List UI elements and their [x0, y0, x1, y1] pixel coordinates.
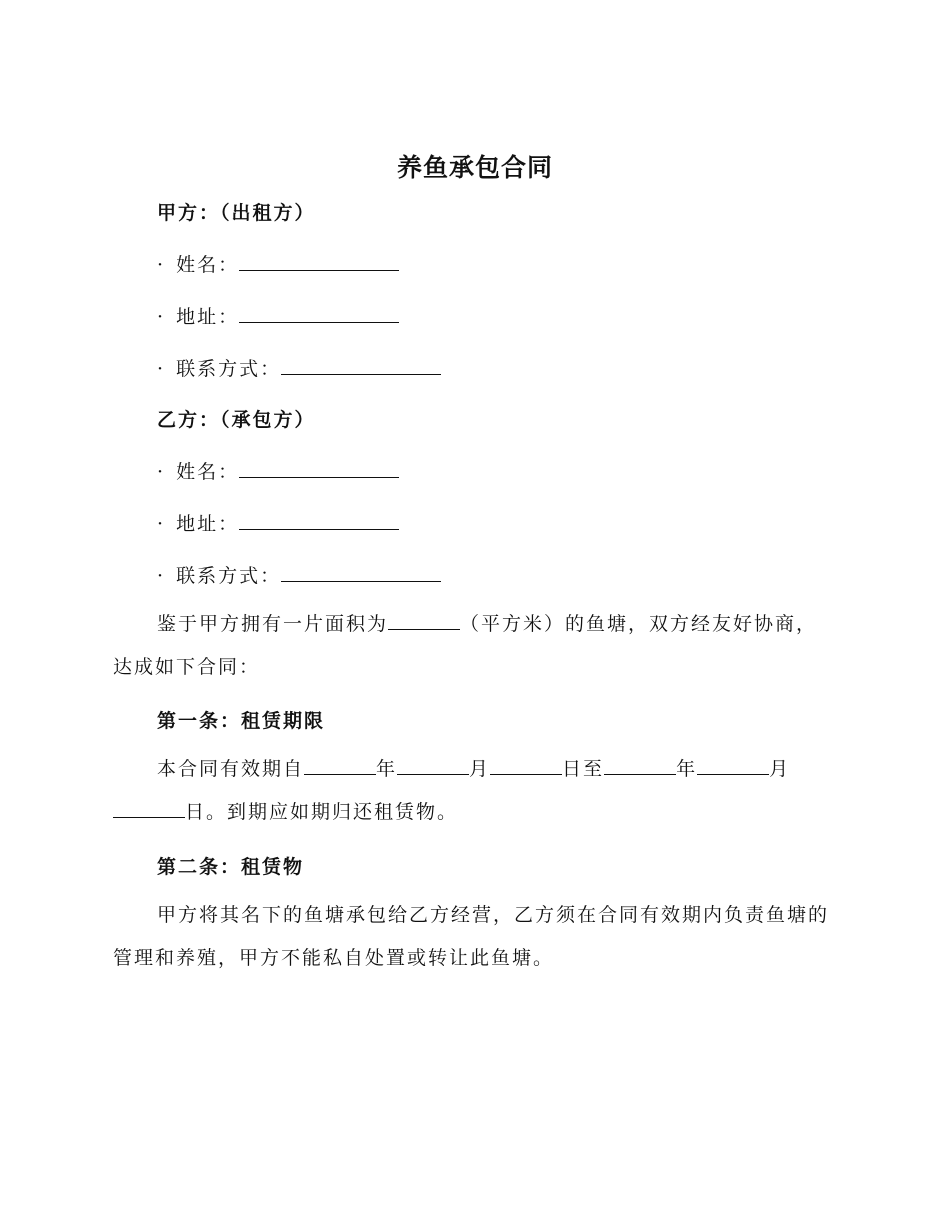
party-a-address-label: 地址：	[176, 306, 240, 328]
party-b-address-field	[157, 509, 399, 536]
party-b-name-blank[interactable]	[239, 459, 399, 478]
party-a-name-label: 姓名：	[176, 254, 240, 276]
article-1-paragraph	[113, 748, 833, 834]
area-blank[interactable]	[388, 611, 460, 630]
document-title: 养鱼承包合同	[396, 153, 553, 182]
party-a-contact-label: 联系方式：	[176, 358, 282, 380]
end-month-blank[interactable]	[697, 756, 769, 775]
party-a-contact-field	[157, 354, 441, 381]
party-b-address-blank[interactable]	[239, 511, 399, 530]
article-2-paragraph: 甲方将其名下的鱼塘承包给乙方经营，乙方须在合同有效期内负责鱼塘的管理和养殖，甲方不能私自处置或转让此鱼塘。	[113, 904, 830, 969]
article-1-heading: 第一条：租赁期限	[157, 710, 326, 732]
party-a-contact-blank[interactable]	[281, 356, 441, 375]
start-day-blank[interactable]	[490, 756, 562, 775]
party-a-name-field	[157, 250, 399, 277]
party-a-name-blank[interactable]	[239, 252, 399, 271]
end-year-blank[interactable]	[604, 756, 676, 775]
article-1-text-start: 本合同有效期自	[157, 758, 305, 780]
party-a-address-blank[interactable]	[239, 304, 399, 323]
article-2-heading: 第二条：租赁物	[157, 856, 305, 878]
start-month-blank[interactable]	[397, 756, 469, 775]
end-month-unit: 月	[769, 758, 791, 780]
party-a-heading: 甲方：（出租方）	[157, 202, 316, 224]
party-b-name-field	[157, 457, 399, 484]
end-day-blank[interactable]	[113, 799, 185, 818]
party-b-contact-field	[157, 561, 441, 588]
start-day-unit: 日至	[562, 758, 605, 780]
preamble-paragraph	[113, 603, 833, 689]
article-1-text-end: 日。到期应如期归还租赁物。	[185, 801, 459, 823]
end-year-unit: 年	[676, 758, 698, 780]
preamble-text-2: （平方米）的鱼塘，双方经友好协商，达成如下合同：	[113, 613, 818, 678]
start-year-unit: 年	[376, 758, 398, 780]
party-b-contact-blank[interactable]	[281, 563, 441, 582]
party-b-address-label: 地址：	[176, 513, 240, 535]
party-a-address-field	[157, 302, 399, 329]
start-month-unit: 月	[469, 758, 491, 780]
party-b-contact-label: 联系方式：	[176, 565, 282, 587]
party-b-name-label: 姓名：	[176, 461, 240, 483]
party-b-heading: 乙方：（承包方）	[157, 409, 316, 431]
preamble-text-1: 鉴于甲方拥有一片面积为	[157, 613, 389, 635]
start-year-blank[interactable]	[304, 756, 376, 775]
